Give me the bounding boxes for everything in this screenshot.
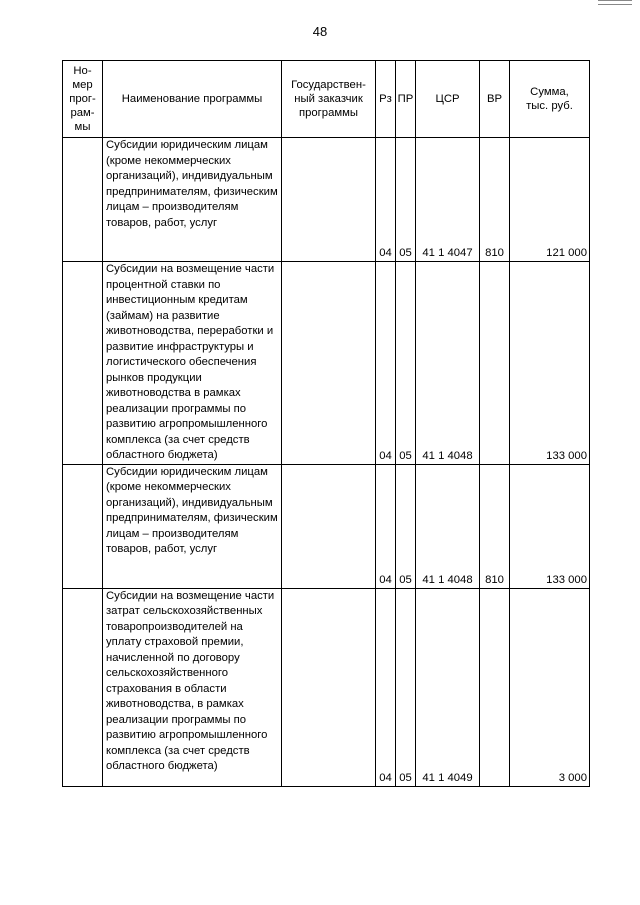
header-state-customer: Государствен-ный заказчик программы [282,61,376,138]
cell-program-number [63,464,103,588]
cell-sum: 133 000 [510,464,590,588]
header-sum: Сумма, тыс. руб. [510,61,590,138]
cell-vr: 810 [480,464,510,588]
cell-pr: 05 [396,262,416,465]
cell-program-number [63,588,103,786]
header-rz: Рз [376,61,396,138]
cell-state-customer [282,138,376,262]
table-row [63,588,590,786]
cell-vr [480,262,510,465]
cell-pr: 05 [396,588,416,786]
cell-pr: 05 [396,464,416,588]
cell-program-name: Субсидии на возмещение части процентной ставки по инвестиционным кредитам (займам) на развитие животноводства, переработки и развитие инфраструктуры и логистического обеспечения рынков продукции животноводства в рамках реализации программы по развитию агропромышленного комплекса (за счет средств областного бюджета) [103,262,282,465]
cell-state-customer [282,262,376,465]
cell-program-name: Субсидии на возмещение части затрат сельскохозяйственных товаропроизводителей на уплату страховой премии, начисленной по договору сельскохозяйственного страхования в области животноводства, в рамках реализации программы по развитию агропромышленного комплекса (за счет средств областного бюджета) [103,588,282,786]
header-csr: ЦСР [416,61,480,138]
cell-program-name: Субсидии юридическим лицам (кроме некоммерческих организаций), индивидуальным предпринимателям, физическим лицам – производителям товаров, работ, услуг [103,138,282,262]
cell-vr [480,588,510,786]
cell-rz: 04 [376,464,396,588]
table-header-row [63,61,590,138]
page-number: 48 [312,24,328,39]
cell-sum: 3 000 [510,588,590,786]
cell-pr: 05 [396,138,416,262]
cell-sum: 121 000 [510,138,590,262]
table-row [63,464,590,588]
header-pr: ПР [396,61,416,138]
cell-csr: 41 1 4048 [416,262,480,465]
budget-table [62,60,590,787]
cell-csr: 41 1 4047 [416,138,480,262]
cell-program-number [63,138,103,262]
cell-csr: 41 1 4048 [416,464,480,588]
cell-rz: 04 [376,588,396,786]
table-row [63,138,590,262]
cell-rz: 04 [376,262,396,465]
cell-sum: 133 000 [510,262,590,465]
cell-state-customer [282,464,376,588]
header-program-name: Наименование программы [103,61,282,138]
cell-state-customer [282,588,376,786]
cell-csr: 41 1 4049 [416,588,480,786]
corner-scan-mark [598,0,632,5]
cell-program-name: Субсидии юридическим лицам (кроме некоммерческих организаций), индивидуальным предпринимателям, физическим лицам – производителям товаров, работ, услуг [103,464,282,588]
cell-rz: 04 [376,138,396,262]
cell-program-number [63,262,103,465]
table-row [63,262,590,465]
header-program-number: Но- мер прог- рам- мы [63,61,103,138]
header-vr: ВР [480,61,510,138]
cell-vr: 810 [480,138,510,262]
